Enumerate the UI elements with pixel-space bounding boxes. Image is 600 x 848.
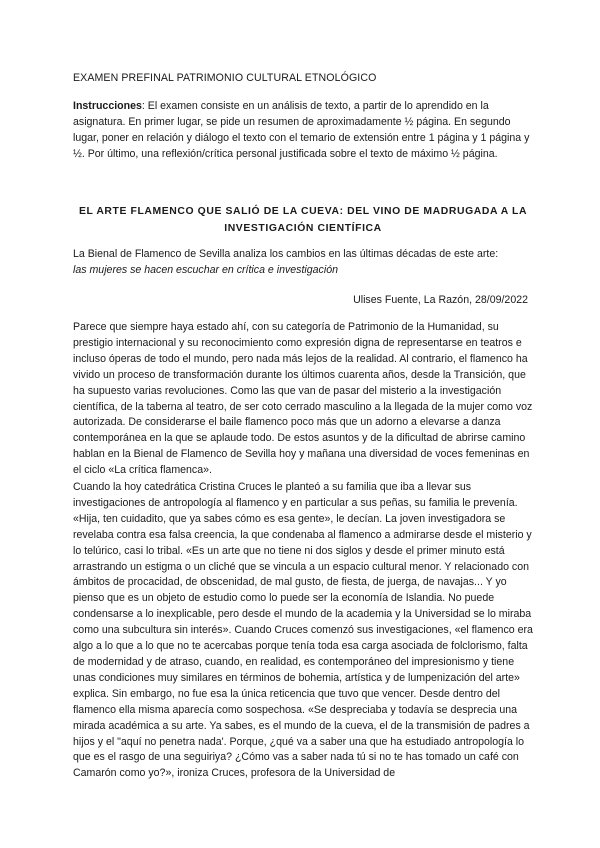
article-subtitle bbox=[73, 246, 533, 278]
article-paragraph-1 bbox=[73, 320, 533, 479]
instructions-text: : El examen consiste en un análisis de texto, a partir de lo aprendido en la asignatura. En primer lugar, se pide un resumen de aproximadamente ½ página. En segundo lugar, poner en relación y diálogo el texto con el temario de extensión entre 1 página y 1 página y ½. Por último, una reflexión/crítica personal justificada sobre el texto de máximo ½ página. bbox=[73, 100, 530, 160]
exam-header: EXAMEN PREFINAL PATRIMONIO CULTURAL ETNOLÓGICO bbox=[73, 72, 377, 84]
paragraph-text: explica. Sin embargo, no fue esa la única reticencia que tuvo que vencer. Desde dentro del flamenco ella misma aparecía como sospechosa. «Se despreciaba y todavía se desprecia una mirada académica a su arte. Ya sabes, es el mundo de la cueva, el de la transmisión de padres a hijos y el "aquí no penetra nada'. Porque, ¿qué va a saber una que ha estudiado antropología lo que es el rasgo de una seguiriya? ¿Cómo vas a saber nada tú si no te has tomado un café con Camarón como yo?», ironiza Cruces, profesora de la Universidad de bbox=[73, 687, 530, 780]
instructions-label: Instrucciones bbox=[73, 100, 142, 112]
paragraph-text: Cuando la hoy catedrática Cristina Cruces le planteó a su familia que iba a llevar sus investigaciones de antropología al flamenco y en particular a sus peñas, su familia le prevenía. «Hija, ten cuidadito, que ya sabes cómo es esa gente», le decían. La joven investigadora se revelaba contra esa falsa creencia, la que condenaba al flamenco a admirarse desde el misterio y lo telúrico, casi lo tribal. «Es un arte que no tiene ni dos siglos y desde el primer minuto está arrastrando un estigma o un cliché que se vincula a un espacio cultural menor. Y relacionado con ámbitos de procacidad, de obscenidad, de mal gusto, de fiesta, de juerga, de navajas... Y yo pienso que es un objeto de estudio como lo puede ser la economía de Islandia. No puede condensarse a lo inexplicable, pero desde el mundo de la academia y la Universidad se lo miraba como una subcultura sin interés». Cuando Cruces comenzó sus investigaciones, «el flamenco era algo a lo que a lo que no te acercabas porque tenía toda esa carga asociada de folclorismo, falta de modernidad y de atraso, cuando, en realidad, es contemporáneo del impresionismo y tiene unas condiciones muy similares en términos de bohemia, artística y de lumpenización del arte» bbox=[73, 481, 533, 684]
article-title: EL ARTE FLAMENCO QUE SALIÓ DE LA CUEVA: DEL VINO DE MADRUGADA A LA INVESTIGACIÓN CIENTÍFICA bbox=[78, 206, 528, 234]
article-paragraph-2 bbox=[73, 480, 533, 782]
subtitle-text: La Bienal de Flamenco de Sevilla analiza los cambios en las últimas décadas de este arte: bbox=[73, 248, 499, 260]
subtitle-italic: las mujeres se hacen escuchar en crítica e investigación bbox=[73, 264, 338, 276]
instructions bbox=[73, 98, 533, 162]
article-byline: Ulises Fuente, La Razón, 28/09/2022 bbox=[353, 294, 528, 306]
paragraph-text: Parece que siempre haya estado ahí, con su categoría de Patrimonio de la Humanidad, su prestigio internacional y su reconocimiento como expresión digna de representarse en teatros e incluso óperas de todo el mundo, pero nada más lejos de la realidad. Al contrario, el flamenco ha vivido un proceso de transformación durante los últimos cuarenta años, desde la Transición, que ha supuesto varias revoluciones. Como las que van de pasar del misterio a la investigación científica, de la taberna al teatro, de ser coto cerrado masculino a la llegada de la mujer como voz autorizada. De considerarse el baile flamenco poco más que un adorno a elevarse a danza contemporánea en la que se aplaude todo. De estos asuntos y de la dificultad de abrirse camino hablan en la Bienal de Flamenco de Sevilla hoy y mañana una diversidad de voces femeninas en el ciclo «La crítica flamenca». bbox=[73, 321, 533, 477]
